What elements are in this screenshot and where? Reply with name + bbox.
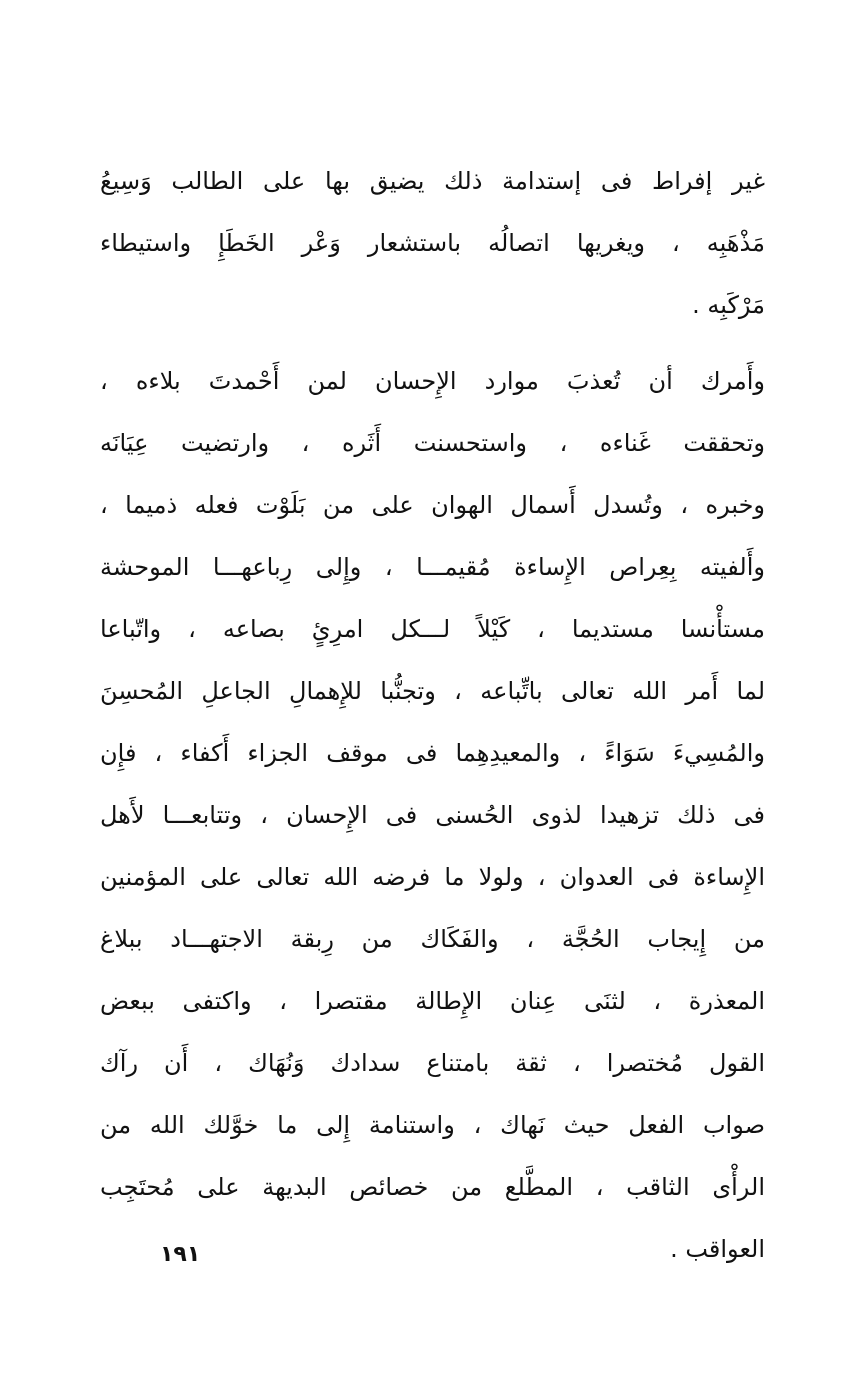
text-line: مستأْنسا مستديما ، كَيْلاً لـــكل امرِئٍ بصاعه ، واتّباعا xyxy=(100,615,765,643)
text-line: من إِيجاب الحُجَّة ، والفَكَاك من رِبقة الاجتهـــاد ببلاغ xyxy=(100,925,765,953)
text-line: العواقب . xyxy=(670,1235,765,1263)
text-line: والمُسِيءَ سَوَاءً ، والمعيدِهِما فى موقف الجزاء أَكفاء ، فإِن xyxy=(100,739,765,767)
paragraph-2 xyxy=(100,350,765,1280)
text-line: لما أَمر الله تعالى باتِّباعه ، وتجنُّبا للإِهمالِ الجاعلِ المُحسِنَ xyxy=(100,677,765,705)
text-line: القول مُختصرا ، ثقة بامتناع سدادك وَنُهَاك ، أَن رآك xyxy=(100,1049,765,1077)
text-line: مَذْهَبِه ، ويغريها اتصالُه باستشعار وَعْر الخَطَإِ واستيطاء xyxy=(100,229,765,257)
text-line: فى ذلك تزهيدا لذوى الحُسنى فى الإِحسان ، وتتابعـــا لأَهل xyxy=(100,801,765,829)
text-line: وخبره ، وتُسدل أَسمال الهوان على من بَلَوْت فعله ذميما ، xyxy=(100,491,765,519)
text-line: الرأْى الثاقب ، المطَّلع من خصائص البديهة على مُحتَجِب xyxy=(100,1173,765,1201)
text-line: وأَلفيته بِعِراص الإِساءة مُقيمـــا ، وإِلى رِباعهـــا الموحشة xyxy=(100,553,765,581)
text-line: الإِساءة فى العدوان ، ولولا ما فرضه الله تعالى على المؤمنين xyxy=(100,863,765,891)
paragraph-1 xyxy=(100,150,765,336)
text-line: غير إفراط فى إستدامة ذلك يضيق بها على الطالب وَسِيعُ xyxy=(100,167,765,195)
text-line: وتحققت غَناءه ، واستحسنت أَثَره ، وارتضيت عِيَانَه xyxy=(100,429,765,457)
text-line: صواب الفعل حيث نَهاك ، واستنامة إِلى ما خوَّلك الله من xyxy=(100,1111,765,1139)
text-line: وأَمرك أن تُعذبَ موارد الإِحسان لمن أَحْمدتَ بلاءه ، xyxy=(100,367,765,395)
text-line: مَرْكَبِه . xyxy=(692,291,765,319)
text-line: المعذرة ، لثنَى عِنان الإِطالة مقتصرا ، واكتفى ببعض xyxy=(100,987,765,1015)
page-number: ١٩١ xyxy=(160,1242,201,1267)
